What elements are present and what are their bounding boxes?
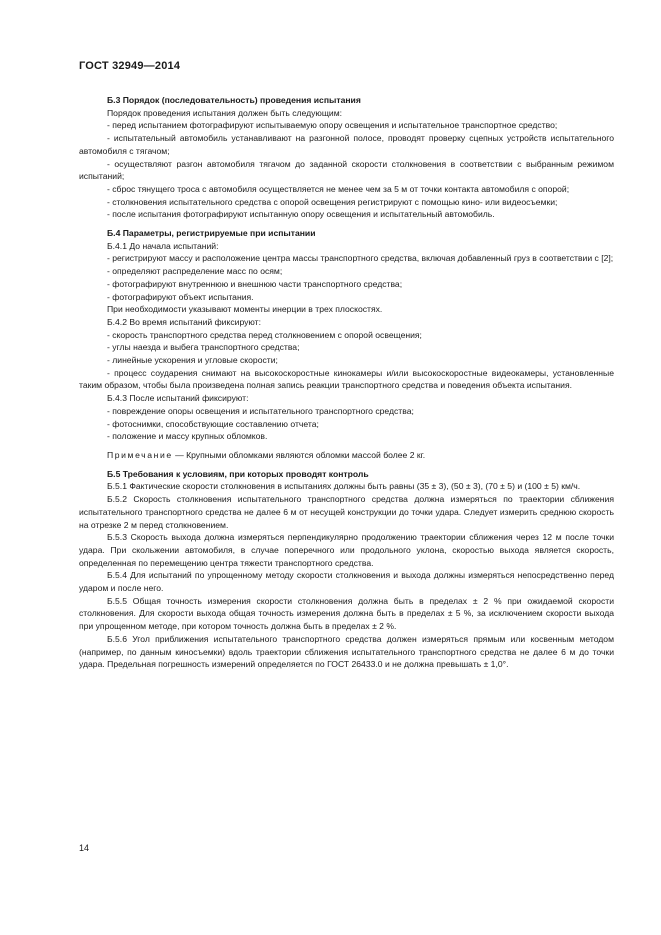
list-item: - столкновения испытательного средства с опорой освещения регистрируют с помощью кино- или видеосъемки; — [107, 196, 558, 207]
list-item: - осуществляют разгон автомобиля тягачом до заданной скорости столкновения в соответствии с выбранным режимом испытаний; — [79, 158, 614, 182]
list-item: - испытательный автомобиль устанавливают на разгонной полосе, проводят проверку сцепных устройств испытательного автомобиля с тягачом; — [79, 133, 614, 156]
section-b3-title: Б.3 Порядок (последовательность) проведения испытания — [107, 95, 361, 105]
list-item: - перед испытанием фотографируют испытываемую опору освещения и испытательное транспортное средство; — [107, 120, 558, 131]
paragraph: Б.5.4 Для испытаний по упрощенному методу скорости столкновения и выхода должны измеряться непосредственно перед ударом и после него. — [79, 570, 614, 594]
paragraph: Б.5.6 Угол приближения испытательного транспортного средства должен измеряться прямым или косвенным методом (например, по данным киносъемки) вдоль траектории сближения испытательного транспортного средства не далее 6 м до точки удара. Предельная погрешность измерений определяется по ГОСТ 26433.0 и не должна превышать ± 1,0°. — [79, 633, 614, 670]
list-item: - положение и массу крупных обломков. — [107, 431, 268, 442]
note — [79, 449, 614, 462]
section-b4-title: Б.4 Параметры, регистрируемые при испытании — [107, 228, 316, 239]
list-item: - процесс соударения снимают на высокоскоростные кинокамеры и/или высокоскоростные видеокамеры, установленные таким образом, чтобы была произведена полная запись реакции транспортного средства и поведения объекта испытания. — [79, 367, 614, 391]
paragraph: Б.5.3 Скорость выхода должна измеряться перпендикулярно продолжению траектории сближения через 12 м после точки удара. При скольжении автомобиля, в случае поперечного или продольного уклона, скоростью выхода является скорость, определенная по перемещению центра тяжести транспортного средства. — [79, 532, 614, 568]
paragraph: Б.5.2 Скорость столкновения испытательного транспортного средства должна измеряться по траектории сближения испытательного транспортного средства не далее 6 м от несущей конструкции до точки удара. Следует измерить среднюю скорость на отрезке 2 м перед столкновением. — [79, 494, 614, 530]
paragraph: Б.5.5 Общая точность измерения скорости столкновения должна быть в пределах ± 2 % при ожидаемой скорости столкновения. Для скорости выхода общая точность измерения должна быть в пределах ± 5 %, за исключением скорости выхода при упрощенном методе, при котором точность должна быть в пределах ± 2 %. — [79, 595, 614, 632]
paragraph: Б.4.2 Во время испытаний фиксируют: — [107, 316, 261, 327]
list-item: - определяют распределение масс по осям; — [107, 266, 283, 277]
section-b5-title: Б.5 Требования к условиям, при которых проводят контроль — [107, 468, 369, 479]
page-body — [79, 92, 614, 671]
paragraph: Б.4.1 До начала испытаний: — [107, 240, 219, 251]
document-header: ГОСТ 32949—2014 — [79, 60, 181, 72]
page-number: 14 — [79, 843, 90, 853]
list-item: - сброс тянущего троса с автомобиля осуществляется не менее чем за 5 м от точки контакта автомобиля с опорой; — [107, 183, 570, 194]
paragraph: При необходимости указывают моменты инерции в трех плоскостях. — [107, 304, 383, 315]
paragraph: Порядок проведения испытания должен быть следующим: — [107, 107, 343, 118]
list-item: - углы наезда и выбега транспортного средства; — [107, 342, 300, 353]
list-item: - линейные ускорения и угловые скорости; — [107, 355, 278, 366]
list-item: - фотографируют объект испытания. — [107, 291, 254, 302]
list-item: - повреждение опоры освещения и испытательного транспортного средства; — [107, 405, 414, 416]
list-item: - после испытания фотографируют испытанную опору освещения и испытательный автомобиль. — [107, 209, 495, 220]
list-item: - фотоснимки, способствующие составлению отчета; — [107, 418, 319, 429]
note-text: — Крупными обломками являются обломки массой более 2 кг. — [172, 449, 426, 460]
list-item: - фотографируют внутреннюю и внешнюю части транспортного средства; — [107, 278, 403, 289]
list-item: - скорость транспортного средства перед столкновением с опорой освещения; — [107, 329, 422, 340]
list-item: - регистрируют массу и расположение центра массы транспортного средства, включая добавленный груз в соответствии с [2]; — [107, 253, 614, 264]
paragraph: Б.4.3 После испытаний фиксируют: — [107, 393, 249, 404]
note-label: Примечание — [107, 449, 173, 460]
paragraph: Б.5.1 Фактические скорости столкновения в испытаниях должны быть равны (35 ± 3), (50 ± 3), (70 ± 5) и (100 ± 5) км/ч. — [107, 481, 581, 492]
